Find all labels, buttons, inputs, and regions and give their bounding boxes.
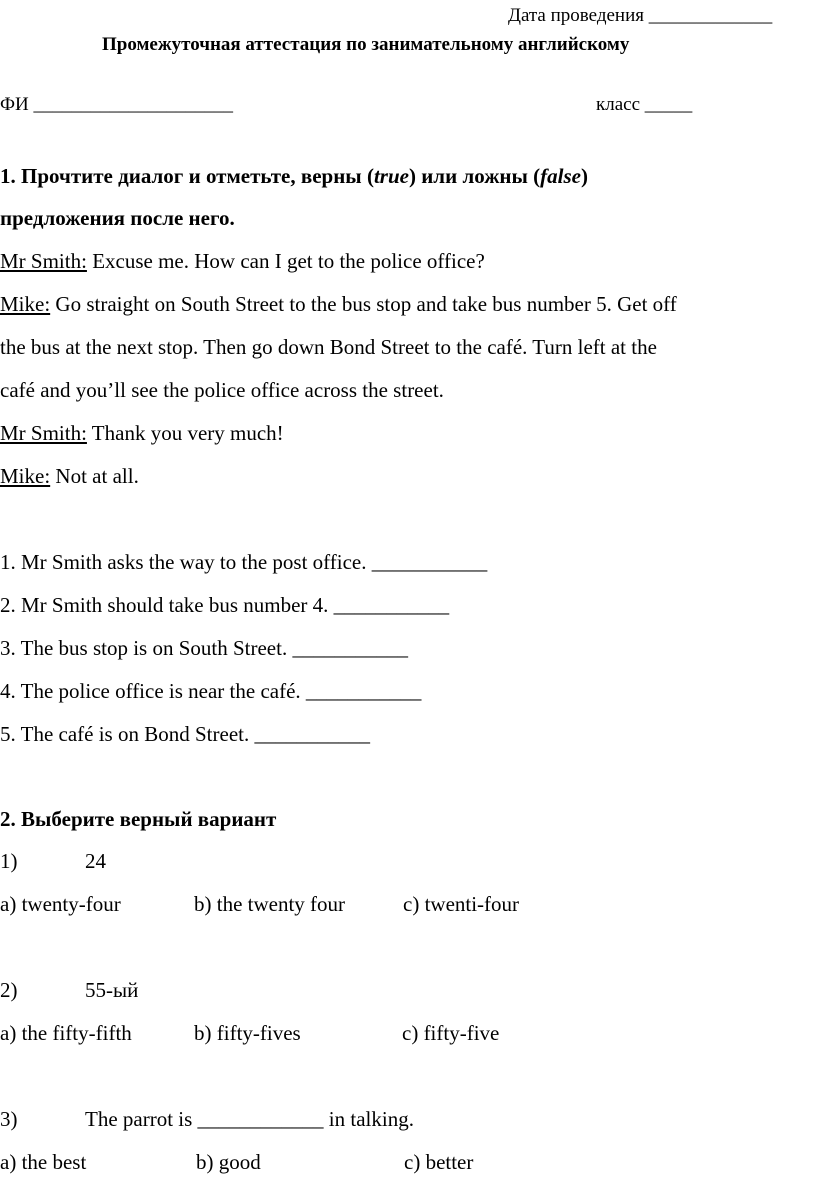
dialogue-line (0, 377, 444, 403)
name-line (0, 92, 233, 118)
speaker: Mike: (0, 292, 51, 316)
task1-heading (0, 163, 588, 189)
task2-heading: 2. Выберите верный вариант (0, 807, 277, 831)
date-label: Дата проведения (508, 5, 645, 26)
date-line (508, 3, 772, 29)
statement-3: 3. The bus stop is on South Street. ___________ (0, 636, 408, 660)
statement-1: 1. Mr Smith asks the way to the post office. ___________ (0, 550, 488, 574)
question-3-number: 3) (0, 1107, 18, 1131)
task1-heading-part: ) (581, 164, 588, 188)
question-3-option-b: b) good (196, 1150, 261, 1174)
dialogue-text: the bus at the next stop. Then go down Bond Street to the café. Turn left at the (0, 335, 657, 359)
dialogue-text: Not at all. (50, 464, 139, 488)
dialogue-text: Thank you very much! (86, 421, 284, 445)
question-2-number: 2) (0, 978, 18, 1002)
dialogue-line (0, 248, 485, 274)
speaker: Mike: (0, 464, 51, 488)
question-3-option-a: a) the best (0, 1150, 87, 1174)
question-1-prompt: 24 (85, 849, 106, 873)
true-word: true (373, 164, 409, 188)
question-2-option-a: a) the fifty-fifth (0, 1021, 132, 1045)
dialogue-line (0, 420, 284, 446)
task1-heading-line2: предложения после него. (0, 206, 235, 230)
task1-heading-part: 1. Прочтите диалог и отметьте, верны ( (0, 164, 374, 188)
dialogue-line (0, 291, 677, 317)
question-1-option-a: a) twenty-four (0, 892, 121, 916)
dialogue-text: Excuse me. How can I get to the police office? (86, 249, 485, 273)
page-title: Промежуточная аттестация по занимательному английскому (102, 34, 630, 55)
question-1-option-c: c) twenti-four (403, 892, 520, 916)
statement-5: 5. The café is on Bond Street. ___________ (0, 722, 370, 746)
question-2-option-c: c) fifty-five (402, 1021, 500, 1045)
question-1-option-b: b) the twenty four (194, 892, 346, 916)
name-blank: _____________________ (33, 94, 233, 115)
dialogue-text: café and you’ll see the police office across the street. (0, 378, 444, 402)
question-2-option-b: b) fifty-fives (194, 1021, 301, 1045)
speaker: Mr Smith: (0, 249, 87, 273)
class-blank: _____ (644, 94, 693, 115)
question-3-prompt: The parrot is ____________ in talking. (85, 1107, 414, 1131)
dialogue-line (0, 463, 139, 489)
class-label: класс (596, 94, 641, 115)
question-2-prompt: 55-ый (85, 978, 139, 1002)
false-word: false (540, 164, 581, 188)
date-blank: _____________ (648, 5, 773, 26)
class-line (596, 92, 692, 118)
statement-4: 4. The police office is near the café. ___________ (0, 679, 422, 703)
dialogue-text: Go straight on South Street to the bus stop and take bus number 5. Get off (50, 292, 677, 316)
name-label: ФИ (0, 94, 29, 115)
statement-2: 2. Mr Smith should take bus number 4. ___________ (0, 593, 450, 617)
question-3-option-c: c) better (404, 1150, 474, 1174)
task1-heading-part: ) или ложны ( (408, 164, 541, 188)
question-1-number: 1) (0, 849, 18, 873)
speaker: Mr Smith: (0, 421, 87, 445)
dialogue-line (0, 334, 657, 360)
